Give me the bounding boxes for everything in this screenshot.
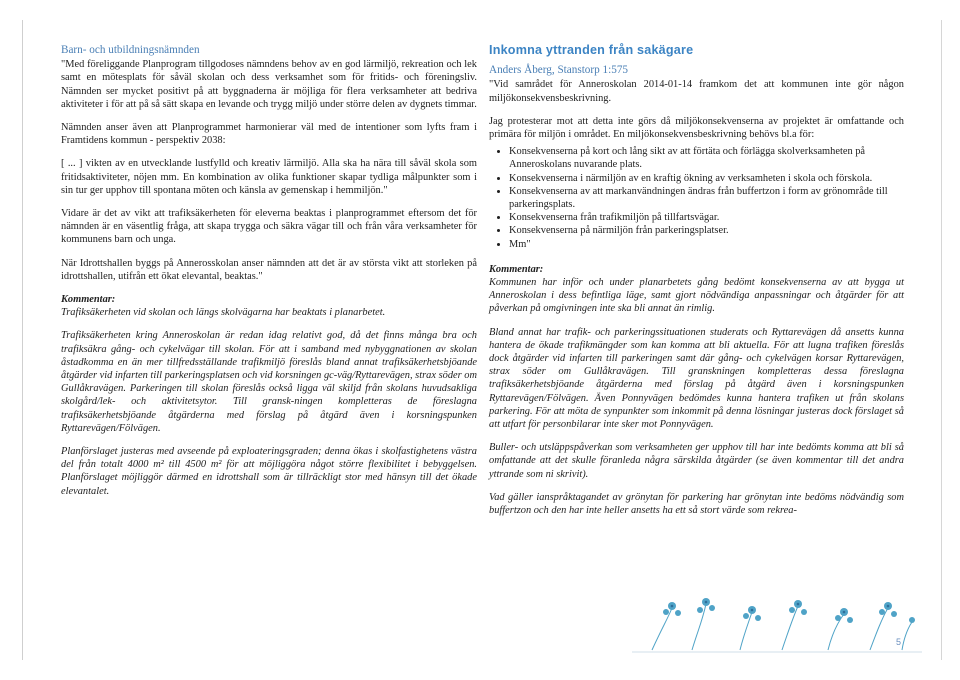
author-heading: Anders Åberg, Stanstorp 1:575 xyxy=(489,64,629,77)
comment-paragraph: Vad gäller ianspråktagandet av grönytan för parkering har grönytan inte bedöms nödvändig som buffertzon och den har inte heller ansetts ha ett så stort värde som rekrea- xyxy=(489,491,904,517)
comment-paragraph: Kommunen har inför och under planarbetets gång bedömt konsekvenserna av att bygga ut Anneroskolan i dess befintliga läge, samt gjort nödvändiga anpassningar och åtgärder för att påverkan på omgivningen inte ska bli annat än rimlig. xyxy=(489,277,904,315)
list-item: • Konsekvenserna i närmiljön av en kraftig ökning av verksamheten i skola och förskola. xyxy=(509,172,904,185)
paragraph: [ ... ] vikten av en utvecklande lustfylld och kreativ lärmiljö. Alla ska ha nära till såväl skola som fritidsaktiviteter, nöjen mm. En kombination av olika funktioner skapar tydliga målpunkter som i sin tur ger upphov till spontana möten och känsla av gemenskap i hemmiljön." xyxy=(61,158,477,196)
list-item: • Konsekvenserna på närmiljön från parkeringsplatser. xyxy=(509,224,904,237)
committee-heading: Barn- och utbildningsnämnden xyxy=(61,44,200,56)
comment-paragraph: Bland annat har trafik- och parkeringssituationen studerats och Ryttarevägen då ansetts kunna hantera de ökade trafikmängder som kan komma att bli aktuella. För att lugna trafiken föreslås dock åtgärder vid infarten till parkeringen samt där gång- och cykelvägen korsar Ryttarevägen, strax söder om Gullåkravägen. Till granskningen kompletteras dessa föreslagna trafiksäkerhetsbjöande åtgärderna med förslag på åtgärd även i korsningspunken Ryttarevägen/Fölvägen. Även Ponnyvägen bedömdes kunna hantera trafiken ut från skolans parkering. För att möta de synpunkter som inkommit på denna lösningar justeras dock förslaget så att utfart för personbilarar inte sker mot Ponnyvägen. xyxy=(489,326,904,431)
paragraph: Vidare är det av vikt att trafiksäkerheten för eleverna beaktas i planprogrammet eftersom det för nämnden är en väsentlig fråga, att skapa trygga och säkra vägar till och från våra verksamheter för kommunens barn och unga. xyxy=(61,208,477,246)
bullet-list xyxy=(489,145,904,251)
page-number: 5 xyxy=(896,637,902,647)
paragraph: Jag protesterar mot att detta inte görs då miljökonsekvenserna av projektet är omfattande och primära för miljön i området. En miljökonsekvensbeskrivning behövs bl.a för: xyxy=(489,115,904,141)
paragraph: "Med föreliggande Planprogram tillgodoses nämndens behov av en god lärmiljö, rekreation och lek samt en mötesplats för såväl skolan och dess verksamhet som för fritids- och föreningsliv. Nämnden ser mycket positivt på att byggnaderna är möjliga för flera verksamheter att bedriva aktiviteter i för att på så sätt skapa en levande och trygg miljö under större delen av dygnets timmar. xyxy=(61,59,477,110)
flower-decoration-icon xyxy=(632,578,922,658)
left-column xyxy=(61,44,477,508)
right-column xyxy=(489,44,904,527)
paragraph: När Idrottshallen byggs på Annerosskolan anser nämnden att det är av största vikt att storleken på idrottshallen, utifrån ett ökat elevantal, beaktas." xyxy=(61,257,477,282)
comment-paragraph: Planförslaget justeras med avseende på exploateringsgraden; denna ökas i skolfastighetens västra del från totalt 4000 m² till 4500 m² för att möjliggöra något större flexibilitet i bebyggelsen. Planförslaget möjliggör därmed en idrottshall som är tillräckligt stor med hänsyn till det ökade elevantalet. xyxy=(61,446,477,497)
comment-paragraph: Buller- och utsläppspåverkan som verksamheten ger upphov till har inte bedömts komma att bli så omfattande att det skulle föranleda några särskilda åtgärder (se även kommentar till det andra yttrande som ni skrivit). xyxy=(489,442,904,480)
comment-label: Kommentar: xyxy=(489,263,544,275)
comment-paragraph: Trafiksäkerheten vid skolan och längs skolvägarna har beaktats i planarbetet. xyxy=(61,307,386,319)
paragraph: "Vid samrådet för Anneroskolan 2014-01-14 framkom det att kommunen inte gör någon miljökonsekvensbeskrivning. xyxy=(489,79,904,104)
comment-label: Kommentar: xyxy=(61,294,116,306)
paragraph: Nämnden anser även att Planprogrammet harmonierar väl med de intentioner som lyfts fram i Framtidens kommun - perspektiv 2038: xyxy=(61,122,477,147)
list-item: • Konsekvenserna på kort och lång sikt av att förtäta och förlägga skolverksamheten på Anneroskolans nuvarande plats. xyxy=(509,145,904,171)
section-title: Inkomna yttranden från sakägare xyxy=(489,43,694,57)
list-item: • Mm" xyxy=(509,238,904,251)
list-item: • Konsekvenserna av att markanvändningen ändras från buffertzon i form av grönområde till parkeringsplats. xyxy=(509,185,904,211)
list-item: • Konsekvenserna från trafikmiljön på tillfartsvägar. xyxy=(509,211,904,224)
comment-paragraph: Trafiksäkerheten kring Anneroskolan är redan idag relativt god, då det finns många bra och trafiksäkra gång- och cykelvägar till skolan. För att i samband med nybyggnationen av skolan åstadkomma en än mer tillfredsställande trafikmiljö föreslås bland annat trafiksäkerhetsbjöande åtgärder vid infarten till parkeringsplatsen och vid korsningen gc-väg/Ryttarevägen, strax söder om Gullåkravägen. Parkeringen till skolan föreslås också ligga väl skiljd från skolans huvudsakliga skolgård/lek- och aktivitetsytor. Till gransk-ningen kompletteras de föreslagna trafiksäkerhetsbjöande åtgärderna med förslag på åtgärd även i korsningspunken Ryttarevägen/Fölvägen. xyxy=(61,330,477,434)
